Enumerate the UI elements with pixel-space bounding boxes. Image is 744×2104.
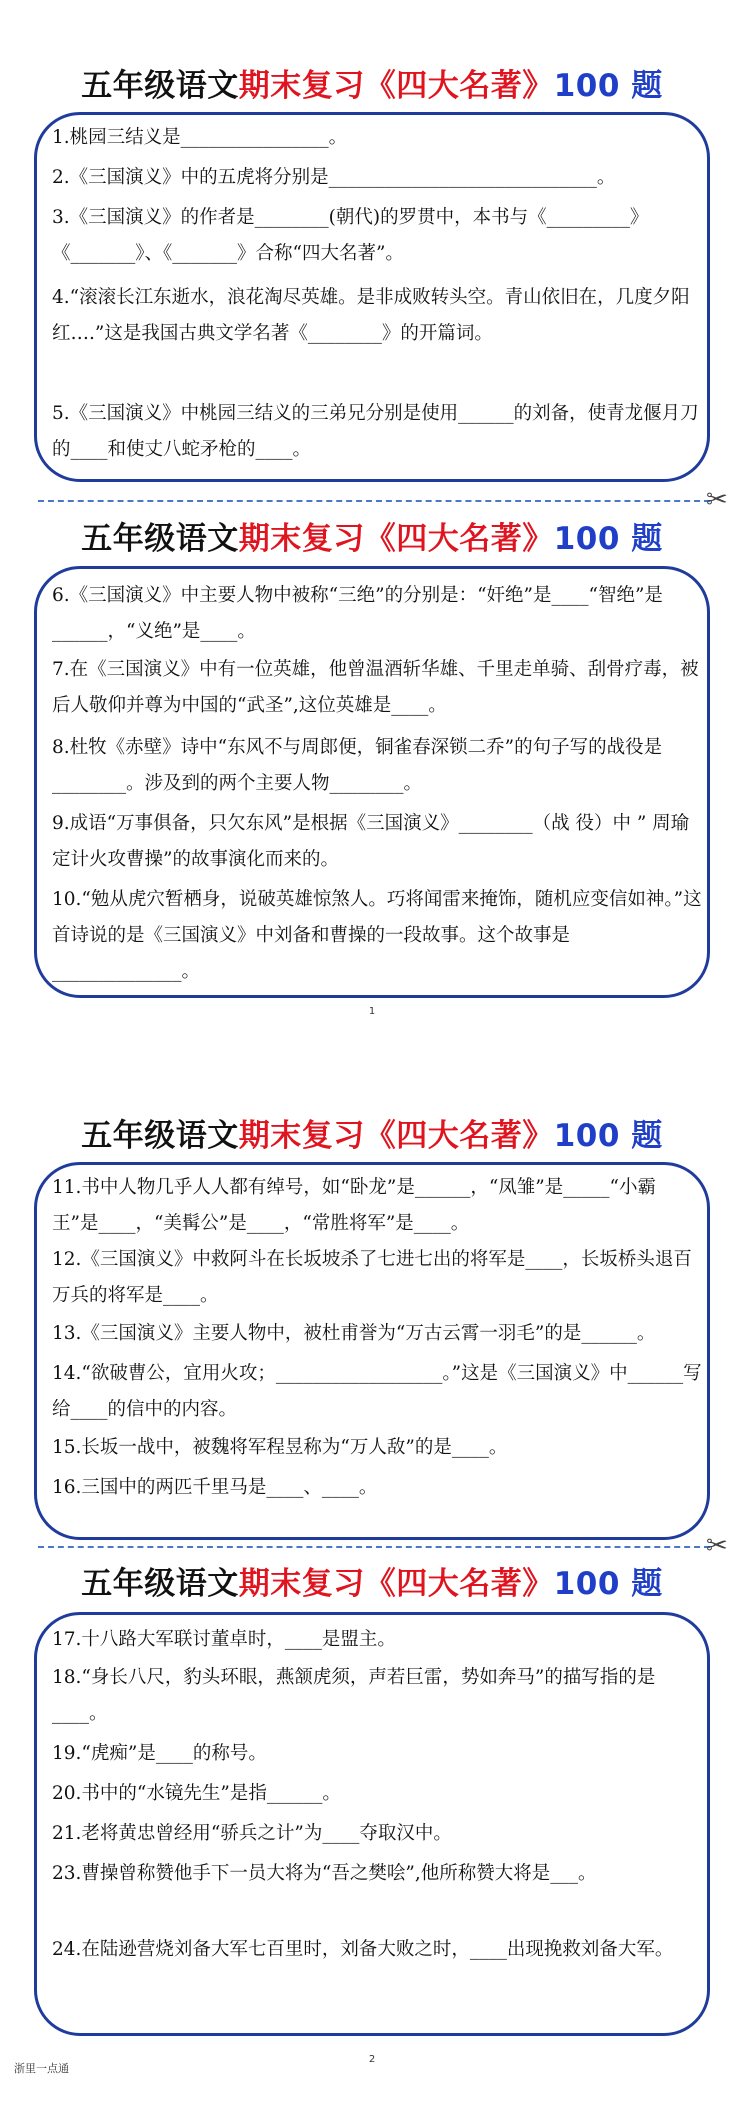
question-6: 6.《三国演义》中主要人物中被称“三绝”的分别是：“奸绝”是____“智绝”是______，“义绝”是____。: [52, 585, 663, 642]
section-title-3: 五年级语文期末复习《四大名著》100 题: [81, 1118, 663, 1154]
footer-text: 浙里一点通: [14, 2062, 69, 2075]
question-9: 9.成语“万事俱备，只欠东风”是根据《三国演义》________（战 役）中 ” 周瑜定计火攻曹操”的故事演化而来的。: [52, 813, 690, 870]
section-title-1: 五年级语文期末复习《四大名著》100 题: [81, 68, 663, 104]
cut-line-2: [38, 1546, 710, 1548]
question-18: 18.“身长八尺，豹头环眼，燕颔虎须，声若巨雷，势如奔马”的描写指的是____。: [52, 1667, 656, 1724]
cut-line-1: [38, 500, 710, 502]
question-23: 23.曹操曾称赞他手下一员大将为“吾之樊哙”,他所称赞大将是___。: [52, 1863, 597, 1884]
scissors-icon: ✂: [706, 1531, 728, 1561]
question-12: 12.《三国演义》中救阿斗在长坂坡杀了七进七出的将军是____，长坂桥头退百万兵的将军是____。: [52, 1249, 692, 1306]
question-3: 3.《三国演义》的作者是________(朝代)的罗贯中，本书与《_________》《_______》、《_______》合称“四大名著”。: [52, 207, 649, 264]
page-number-1: 1: [368, 1006, 376, 1017]
question-20: 20.书中的“水镜先生”是指______。: [52, 1783, 341, 1804]
question-1: 1.桃园三结义是________________。: [52, 127, 348, 148]
question-15: 15.长坂一战中，被魏将军程昱称为“万人敌”的是____。: [52, 1437, 508, 1458]
question-19: 19.“虎痴”是____的称号。: [52, 1743, 267, 1764]
scissors-icon: ✂: [706, 485, 728, 515]
question-4: 4.“滚滚长江东逝水，浪花淘尽英雄。是非成败转头空。青山依旧在，几度夕阳红….”这是我国古典文学名著《________》的开篇词。: [52, 287, 690, 344]
section-title-2: 五年级语文期末复习《四大名著》100 题: [81, 521, 663, 557]
question-10: 10.“勉从虎穴暂栖身，说破英雄惊煞人。巧将闻雷来掩饰，随机应变信如神。”这首诗说的是《三国演义》中刘备和曹操的一段故事。这个故事是______________。: [52, 889, 702, 982]
page-number-2: 2: [368, 2054, 376, 2065]
question-5: 5.《三国演义》中桃园三结义的三弟兄分别是使用______的刘备，使青龙偃月刀的____和使丈八蛇矛枪的____。: [52, 403, 699, 460]
question-14: 14.“欲破曹公，宜用火攻；__________________。”这是《三国演义》中______写给____的信中的内容。: [52, 1363, 702, 1420]
question-13: 13.《三国演义》主要人物中，被杜甫誉为“万古云霄一羽毛”的是______。: [52, 1323, 656, 1344]
question-17: 17.十八路大军联讨董卓时，____是盟主。: [52, 1629, 396, 1650]
question-24: 24.在陆逊营烧刘备大军七百里时，刘备大败之时，____出现挽救刘备大军。: [52, 1939, 674, 1960]
question-7: 7.在《三国演义》中有一位英雄，他曾温酒斩华雄、千里走单骑、刮骨疗毒，被后人敬仰并尊为中国的“武圣”,这位英雄是____。: [52, 659, 699, 716]
question-16: 16.三国中的两匹千里马是____、____。: [52, 1477, 378, 1498]
question-21: 21.老将黄忠曾经用“骄兵之计”为____夺取汉中。: [52, 1823, 452, 1844]
question-11: 11.书中人物几乎人人都有绰号，如“卧龙”是______，“凤雏”是_____“小霸王”是____，“美髯公”是____，“常胜将军”是____。: [52, 1177, 656, 1234]
question-8: 8.杜牧《赤壁》诗中“东风不与周郎便，铜雀春深锁二乔”的句子写的战役是________。涉及到的两个主要人物________。: [52, 737, 663, 794]
section-title-4: 五年级语文期末复习《四大名著》100 题: [81, 1566, 663, 1602]
question-2: 2.《三国演义》中的五虎将分别是_____________________________。: [52, 167, 616, 188]
